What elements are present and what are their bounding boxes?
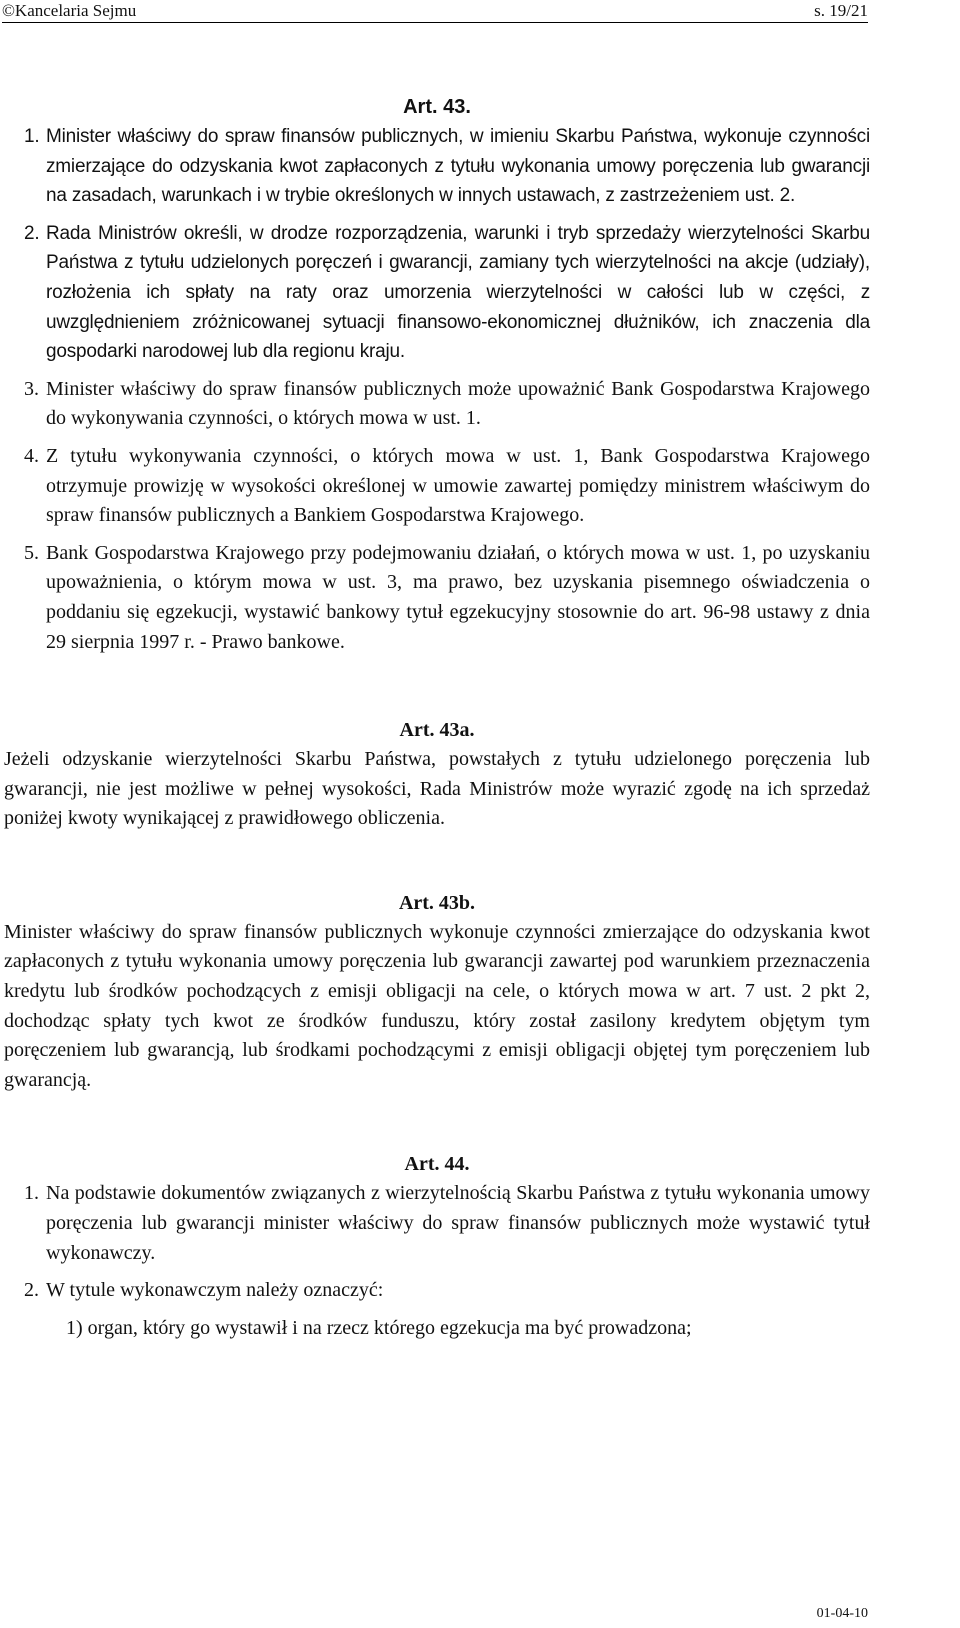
- document-body: [4, 92, 870, 1343]
- header-page-number: s. 19/21: [814, 1, 868, 20]
- art43-ust-5: 5. Bank Gospodarstwa Krajowego przy podejmowaniu działań, o których mowa w ust. 1, po uzyskaniu upoważnienia, o którym mowa w ust. 3, ma prawo, bez uzyskania pisemnego oświadczenia o poddaniu się egzekucji, wystawić bankowy tytuł egzekucyjny stosownie do art. 96-98 ustawy z dnia 29 sierpnia 1997 r. - Prawo bankowe.: [24, 541, 870, 653]
- art43-ust-2: 2. Rada Ministrów określi, w drodze rozporządzenia, warunki i tryb sprzedaży wierzytelności Skarbu Państwa z tytułu udzielonych poręczeń i gwarancji, zamiany tych wierzytelności na akcje (udziały), rozłożenia ich spłaty na raty oraz umorzenia wierzytelności w całości lub w części, z uwzględnieniem zróżnicowanej sytuacji finansowo-ekonomicznej dłużników, ich znaczenia dla gospodarki narodowej lub dla regionu kraju.: [24, 222, 870, 363]
- header-rule: [2, 22, 868, 23]
- art43a-text: Jeżeli odzyskanie wierzytelności Skarbu Państwa, powstałych z tytułu udzielonego poręczenia lub gwarancji, nie jest możliwe w pełnej wysokości, Rada Ministrów może wyrazić zgodę na ich sprzedaż poniżej kwoty wynikającej z prawidłowego obliczenia.: [4, 748, 870, 830]
- article-44-title: Art. 44.: [404, 1153, 470, 1176]
- page-header: [0, 0, 960, 22]
- article-43-title: Art. 43.: [403, 96, 471, 118]
- art43-ust-3: 3. Minister właściwy do spraw finansów publicznych może upoważnić Bank Gospodarstwa Krajowego do wykonywania czynności, o których mowa w ust. 1.: [24, 377, 870, 430]
- art44-item-1: 1) organ, który go wystawił i na rzecz którego egzekucja ma być prowadzona;: [66, 1316, 692, 1339]
- art44-ust-2: 2. W tytule wykonawczym należy oznaczyć:: [24, 1279, 384, 1302]
- art43b-text: Minister właściwy do spraw finansów publicznych wykonuje czynności zmierzające do odzyskania kwot zapłaconych z tytułu wykonania umowy poręczenia lub gwarancji zawartej pod warunkiem przeznaczenia kredytu lub środków pochodzących z emisji obligacji na cele, o których mowa w art. 7 ust. 2 pkt 2, dochodząc spłaty tych kwot ze środków funduszu, który został zasilony kredytem objętym tym poręczeniem lub gwarancją, lub środkami pochodzącymi z emisji obligacji objętej tym poręczeniem lub gwarancją.: [4, 920, 870, 1091]
- art43-ust-4: 4. Z tytułu wykonywania czynności, o których mowa w ust. 1, Bank Gospodarstwa Krajowego otrzymuje prowizję w wysokości określonej w umowie zawartej pomiędzy ministrem właściwym do spraw finansów publicznych a Bankiem Gospodarstwa Krajowego.: [24, 444, 870, 527]
- article-43b-title: Art. 43b.: [398, 891, 476, 914]
- art43-ust-1: 1. Minister właściwy do spraw finansów publicznych, w imieniu Skarbu Państwa, wykonuje czynności zmierzające do odzyskania kwot zapłaconych z tytułu wykonania umowy poręczenia lub gwarancji na zasadach, warunkach i w trybie określonych w innych ustawach, z zastrzeżeniem ust. 2.: [24, 126, 870, 207]
- art44-ust-1: 1. Na podstawie dokumentów związanych z wierzytelnością Skarbu Państwa z tytułu wykonania umowy poręczenia lub gwarancji minister właściwy do spraw finansów publicznych może wystawić tytuł wykonawczy.: [24, 1182, 870, 1264]
- header-source: ©Kancelaria Sejmu: [2, 1, 137, 20]
- article-43a-title: Art. 43a.: [399, 719, 475, 742]
- footer-date: 01-04-10: [816, 1606, 868, 1621]
